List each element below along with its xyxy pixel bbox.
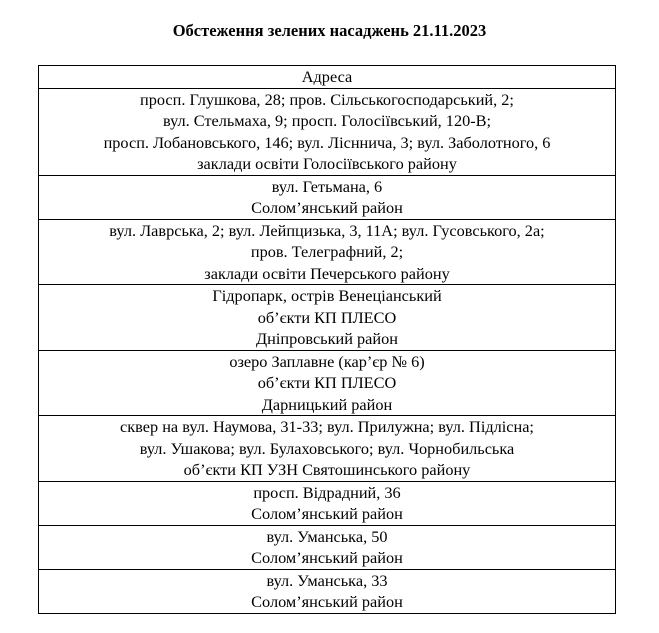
table-row	[39, 285, 616, 351]
address-cell	[39, 88, 616, 175]
address-line: просп. Відрадний, 36	[253, 482, 401, 502]
address-line: Дарницький район	[261, 394, 393, 414]
address-cell	[39, 219, 616, 285]
address-line: Гідропарк, острів Венеціанський	[212, 286, 442, 305]
address-cell	[39, 175, 616, 219]
address-cell	[39, 525, 616, 569]
address-cell	[39, 350, 616, 416]
table-row	[39, 525, 616, 569]
address-line: об’єкти КП УЗН Святошинського району	[183, 460, 471, 479]
column-header-address: Адреса	[39, 66, 616, 89]
address-cell	[39, 416, 616, 482]
address-line: Дніпровський район	[256, 329, 398, 348]
address-line: сквер на вул. Наумова, 31-33; вул. Прилужна; вул. Підлісна;	[120, 417, 534, 436]
table-row	[39, 175, 616, 219]
address-line: вул. Уманська, 50	[266, 526, 388, 546]
table-header-row	[39, 66, 616, 89]
address-cell	[39, 481, 616, 525]
address-table	[38, 65, 616, 614]
address-line: вул. Лаврська, 2; вул. Лейпцизька, 3, 11А; вул. Гусовського, 2а;	[109, 220, 545, 240]
address-line: об’єкти КП ПЛЕСО	[257, 373, 397, 392]
address-line: просп. Глушкова, 28; пров. Сільськогосподарський, 2;	[140, 89, 514, 109]
address-line: Солом’янський район	[251, 548, 403, 567]
address-line: вул. Уманська, 33	[266, 570, 388, 590]
table-row	[39, 88, 616, 175]
table-body	[39, 88, 616, 613]
address-line: вул. Ушакова; вул. Булаховського; вул. Чорнобильська	[139, 438, 515, 458]
table-row	[39, 219, 616, 285]
address-line: просп. Лобановського, 146; вул. Лісннича, 3; вул. Заболотного, 6	[103, 132, 551, 152]
table-row	[39, 416, 616, 482]
address-line: вул. Гетьмана, 6	[271, 176, 383, 196]
address-line: Солом’янський район	[251, 504, 403, 523]
address-cell	[39, 569, 616, 613]
address-line: Солом’янський район	[251, 592, 403, 611]
address-line: вул. Стельмаха, 9; просп. Голосіївський, 120-В;	[162, 111, 492, 130]
address-line: заклади освіти Печерського району	[204, 263, 450, 283]
table-row	[39, 350, 616, 416]
address-cell	[39, 285, 616, 351]
table-row	[39, 481, 616, 525]
document-title: Обстеження зелених насаджень 21.11.2023	[172, 21, 487, 40]
table-row	[39, 569, 616, 613]
address-line: об’єкти КП ПЛЕСО	[257, 307, 397, 327]
address-line: заклади освіти Голосіївського району	[197, 154, 457, 173]
address-line: пров. Телеграфний, 2;	[250, 242, 404, 261]
address-line: Солом’янський район	[251, 198, 403, 217]
address-line: озеро Заплавне (кар’єр № 6)	[229, 351, 425, 371]
